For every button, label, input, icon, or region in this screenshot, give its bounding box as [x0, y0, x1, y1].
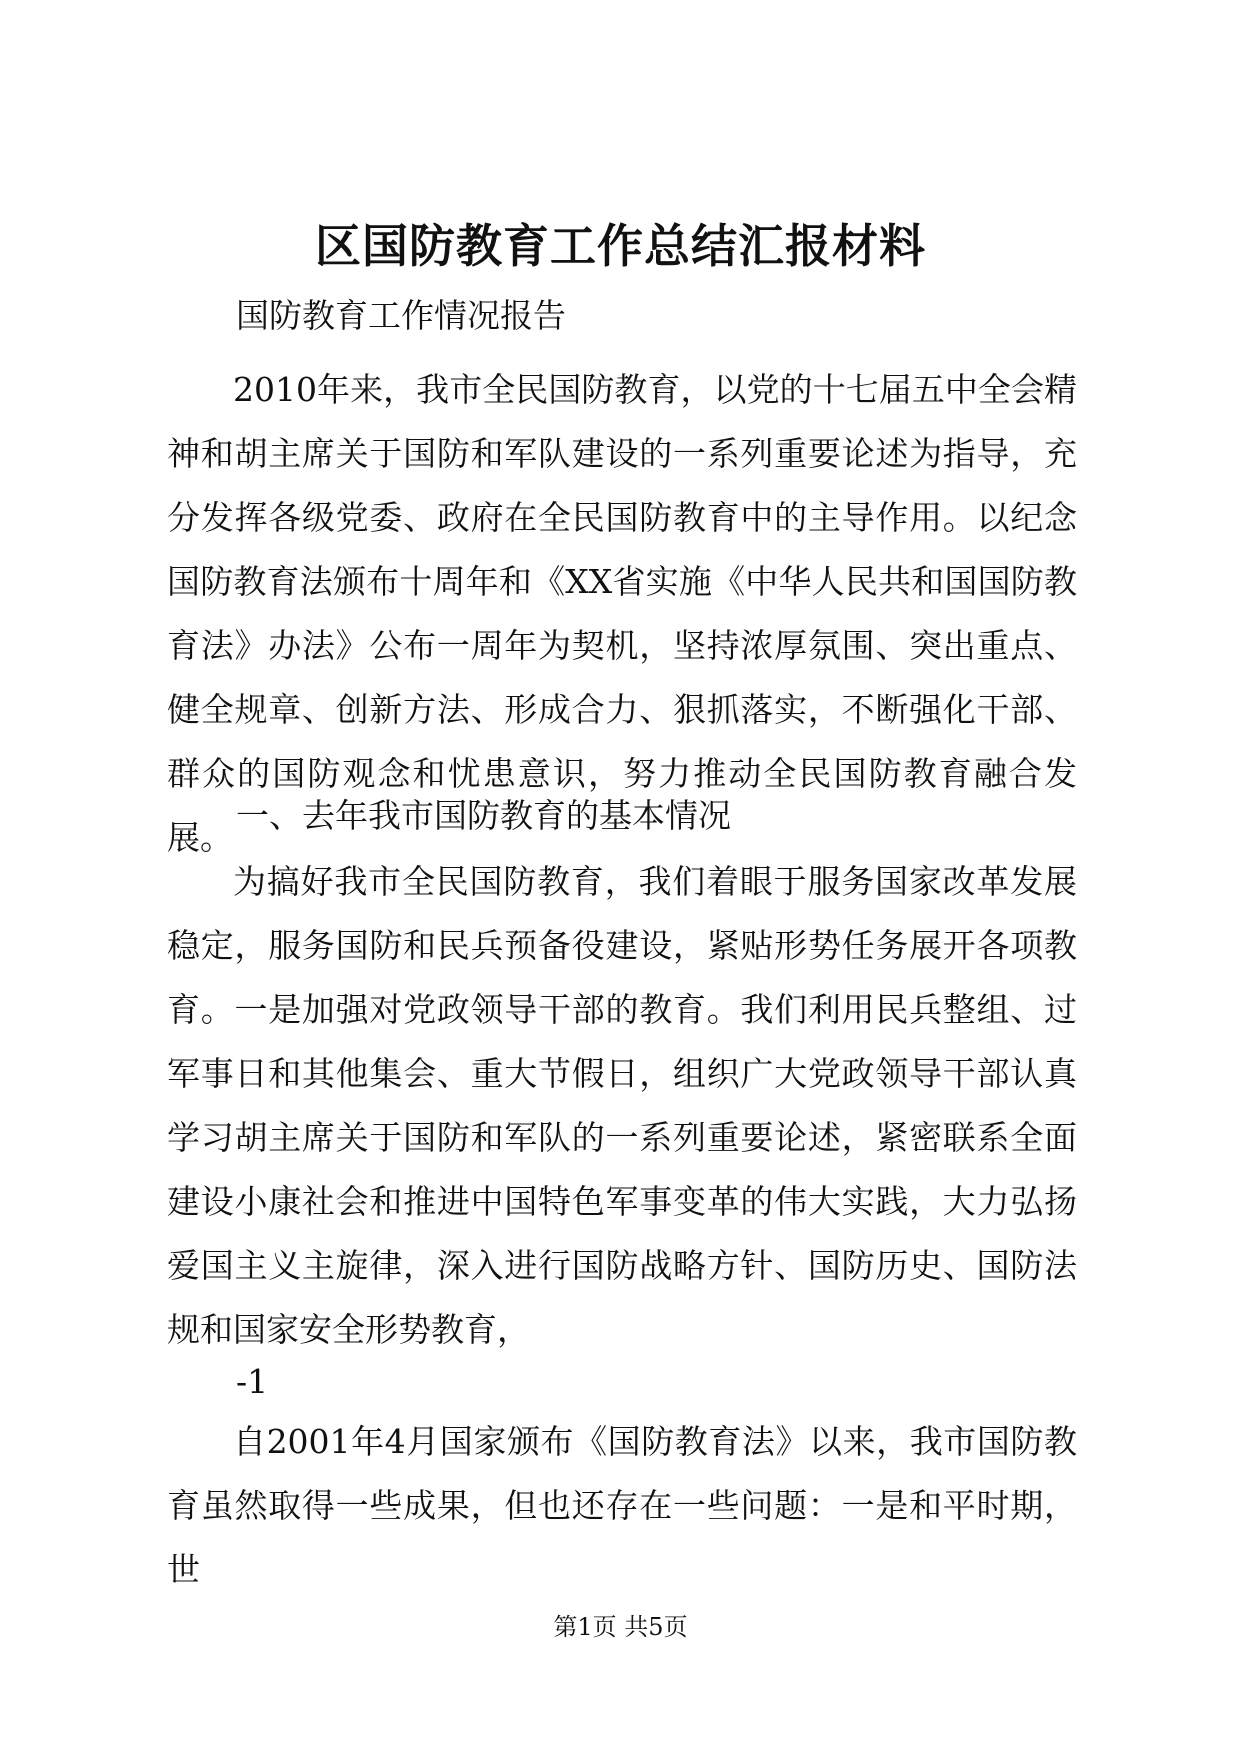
document-subtitle: 国防教育工作情况报告	[236, 296, 566, 335]
section-heading: 一、去年我市国防教育的基本情况	[236, 796, 731, 835]
paragraph-basic-situation: 为搞好我市全民国防教育，我们着眼于服务国家改革发展稳定，服务国防和民兵预备役建设，紧贴形势任务展开各项教育。一是加强对党政领导干部的教育。我们利用民兵整组、过军事日和其他集会、重大节假日，组织广大党政领导干部认真学习胡主席关于国防和军队的一系列重要论述，紧密联系全面建设小康社会和推进中国特色军事变革的伟大实践，大力弘扬爱国主义主旋律，深入进行国防战略方针、国防历史、国防法规和国家安全形势教育，	[167, 862, 1077, 1349]
page-footer: 第1页 共5页	[553, 1613, 688, 1641]
paragraph-problems: 自2001年4月国家颁布《国防教育法》以来，我市国防教育虽然取得一些成果，但也还存在一些问题：一是和平时期，世	[167, 1422, 1077, 1589]
paragraph-intro: 2010年来，我市全民国防教育，以党的十七届五中全会精神和胡主席关于国防和军队建设的一系列重要论述为指导，充分发挥各级党委、政府在全民国防教育中的主导作用。以纪念国防教育法颁布十周年和《XX省实施《中华人民共和国国防教育法》办法》公布一周年为契机，坚持浓厚氛围、突出重点、健全规章、创新方法、形成合力、狠抓落实，不断强化干部、群众的国防观念和忧患意识，努力推动全民国防教育融合发展。	[167, 370, 1077, 857]
inline-page-mark: -1	[236, 1362, 269, 1401]
document-title: 区国防教育工作总结汇报材料	[315, 219, 926, 273]
